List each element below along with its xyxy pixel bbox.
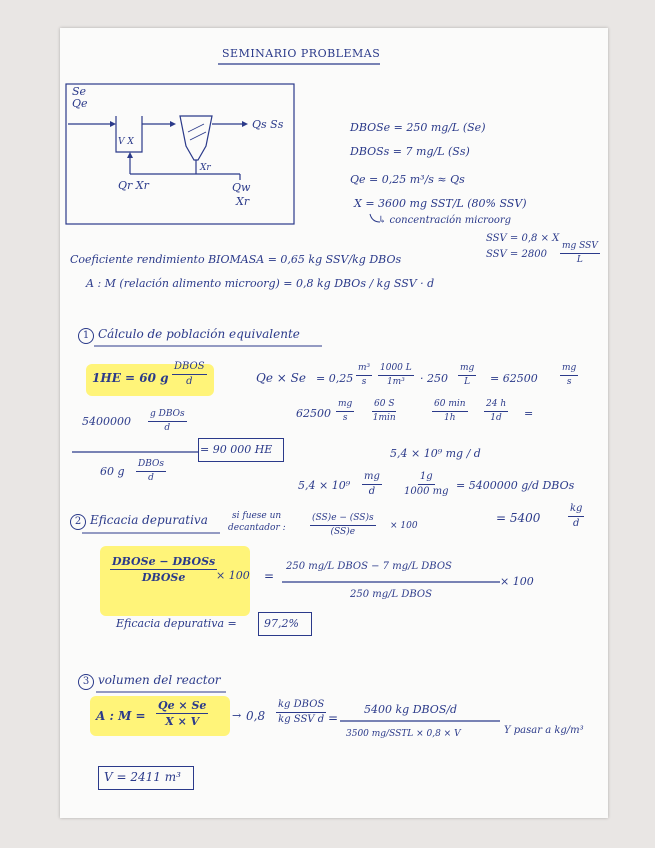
he-calc-num: 5400000 <box>82 415 131 428</box>
he-calc-den-unit: DBOs d <box>138 459 164 483</box>
section3-heading: 3 volumen del reactor <box>78 674 221 690</box>
am-line: A : M (relación alimento microorg) = 0,8 kg DBOs / kg SSV · d <box>86 277 435 290</box>
data-dbo-e: DBOSe = 250 mg/L (Se) <box>350 121 486 134</box>
sec2-note-frac: $\frac{(SS)e - (SS)s}{(SS)e}$ <box>312 513 374 537</box>
eff-result: 97,2% <box>264 617 299 630</box>
eq4-result: = 5400000 g/d DBOs <box>456 479 575 492</box>
eq1-c: · 250 <box>420 372 448 385</box>
coef-line: Coeficiente rendimiento BIOMASA = 0,65 kg SSV/kg DBOs <box>70 253 402 266</box>
diagram-lines <box>60 28 608 818</box>
eq1-a-unit: $\frac{\text{m³}}{s}$ <box>358 363 371 387</box>
eq4-a-unit: $\frac{mg}{d}$ <box>364 471 380 497</box>
he-calc-den: 60 g <box>100 465 125 478</box>
diagram-reactor-label: V X <box>118 137 134 147</box>
am-rhs-den: 3500 mg/SSTL × 0,8 × V <box>346 729 461 739</box>
eq1-result-unit: $\frac{mg}{s}$ <box>562 363 577 387</box>
data-qe: Qe = 0,25 m³/s ≈ Qs <box>350 173 465 186</box>
am-lhs: A : M = <box>96 709 146 723</box>
eff-result-label: Eficacia depurativa = <box>116 617 237 630</box>
volume-result: V = 2411 m³ <box>104 770 181 784</box>
eq2-b: 60 S 1min <box>372 399 396 423</box>
eq3: 5,4 × 10⁹ mg / d <box>390 447 481 460</box>
eq4-a: 5,4 × 10⁹ <box>298 479 351 492</box>
am-val: 0,8 <box>246 709 266 723</box>
eq2-c: 60 min 1h <box>434 399 466 423</box>
he-unit: DBOS d <box>174 361 205 387</box>
eq2-a-unit: $\frac{mg}{s}$ <box>338 399 353 423</box>
am-eq: = <box>328 711 339 725</box>
eq5: = 5400 <box>496 511 541 525</box>
am-note: Y pasar a kg/m³ <box>504 725 584 736</box>
qe-se-lhs: Qe × Se <box>256 371 306 385</box>
data-ssv2: SSV = 2800 <box>486 249 547 260</box>
he-lhs: 1HE = 60 g <box>92 371 169 385</box>
am-val-unit: kg DBOS kg SSV d <box>278 699 325 725</box>
eff-rhs-den: 250 mg/L DBOS <box>350 589 432 600</box>
eq4-b: $\frac{1g}{1000 mg}$ <box>404 471 449 497</box>
eff-eq: = <box>264 569 275 583</box>
diagram-waste-x: Xr <box>236 195 250 208</box>
eq2-a: 62500 <box>296 407 331 420</box>
he-calc-num-unit: g DBOs d <box>150 409 185 433</box>
diagram-recycle: Qr Xr <box>118 179 149 192</box>
data-ssv1: SSV = 0,8 × X <box>486 233 560 244</box>
eq1-b: $\frac{1000 L}{\text{1m³}}$ <box>380 363 412 387</box>
section2-heading: 2 Eficacia depurativa <box>70 514 208 530</box>
eff-lhs: DBOSe − DBOSs DBOSe <box>112 555 216 584</box>
diagram-outlet: Qs Ss <box>252 118 284 131</box>
section1-heading: 1 Cálculo de población equivalente <box>78 328 300 344</box>
notebook-page <box>60 28 608 818</box>
data-ssv2-unit: mg SSV L <box>562 241 598 265</box>
diagram-inlet-se: Se <box>72 85 87 98</box>
eq2-d: $\frac{24 h}{1d}$ <box>486 399 507 423</box>
eq5-unit: $\frac{kg}{d}$ <box>570 503 583 529</box>
data-x-note: ↳ concentración microorg <box>378 215 512 226</box>
eff-rhs-end: × 100 <box>500 575 534 588</box>
eq1-a: = 0,25 <box>316 372 354 385</box>
sec2-note-end: × 100 <box>390 521 418 531</box>
sec2-note1: si fuese un <box>232 511 282 521</box>
diagram-recycle-arrow: Xr <box>200 163 211 173</box>
eff-lhs-end: × 100 <box>216 569 250 582</box>
diagram-waste-q: Qw <box>232 181 251 194</box>
am-rhs-num: 5400 kg DBOS/d <box>364 703 458 716</box>
eq1-c-unit: $\frac{mg}{L}$ <box>460 363 475 387</box>
sec2-note2: decantador : <box>228 523 286 533</box>
data-dbo-s: DBOSs = 7 mg/L (Ss) <box>350 145 470 158</box>
page-title: SEMINARIO PROBLEMAS <box>222 47 381 60</box>
am-arrow: → <box>232 709 242 722</box>
eff-rhs-num: 250 mg/L DBOS − 7 mg/L DBOS <box>286 561 452 572</box>
am-lhs-frac: $\frac{Qe \times Se}{X \times V}$ <box>158 699 207 728</box>
eq2-end: = <box>524 407 534 420</box>
diagram-inlet-qe: Qe <box>72 97 88 110</box>
he-result: = 90 000 HE <box>200 443 273 456</box>
eq1-result: = 62500 <box>490 372 538 385</box>
data-x: X = 3600 mg SST/L (80% SSV) <box>354 197 527 210</box>
